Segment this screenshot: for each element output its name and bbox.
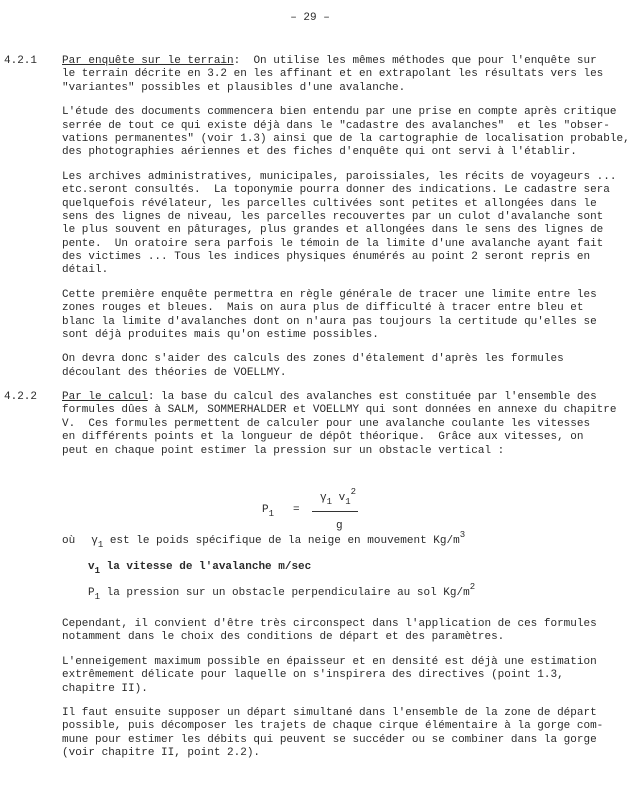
section-4-2-2-continued — [62, 618, 632, 772]
text-line: zones rouges et bleues. Mais on aura plus de difficulté à tracer entre bleu et — [62, 302, 584, 315]
definition-velocity — [88, 561, 312, 576]
text-line: (voir chapitre II, point 2.2). — [62, 747, 261, 760]
symbol-v: v — [88, 561, 95, 573]
paragraph — [62, 391, 632, 458]
paragraph — [62, 353, 632, 380]
symbol-p: P — [88, 587, 95, 599]
text-line: le plus souvent en pâturages, plus grandes et allongées dans le sens des lignes de — [62, 224, 604, 237]
formula-denominator: g — [336, 520, 343, 532]
formula-p: P — [262, 504, 269, 516]
paragraph — [62, 707, 632, 761]
paragraph — [62, 106, 632, 160]
paragraph — [62, 656, 632, 696]
text-line: chapitre II). — [62, 682, 148, 695]
definition-gamma — [62, 530, 466, 550]
text-line: des photographies aériennes et des fiches d'enquête qui ont servi à l'établir. — [62, 146, 577, 159]
text-line: L'enneigement maximum possible en épaisseur et en densité est déjà une estimation — [62, 655, 597, 668]
symbol-gamma: γ — [91, 535, 98, 547]
formula-gamma: γ — [320, 492, 327, 504]
paragraph — [62, 618, 632, 645]
paragraph — [62, 171, 632, 278]
formula-equals: = — [293, 504, 300, 516]
section-heading: Par enquête sur le terrain — [62, 55, 234, 67]
text-line: découlant des théories de VOELLMY. — [62, 366, 287, 379]
text-line: Les archives administratives, municipales, paroissiales, les récits de voyageurs ... — [62, 170, 617, 183]
text-line: : On utilise les mêmes méthodes que pour l'enquête sur — [233, 55, 597, 67]
text-line: détail. — [62, 264, 109, 277]
text-line: On devra donc s'aider des calculs des zones d'étalement d'après les formules — [62, 353, 564, 366]
paragraph — [62, 289, 632, 343]
formula-exponent: 2 — [350, 487, 357, 497]
text-where: où — [62, 535, 76, 547]
text-line: formules dûes à SALM, SOMMERHALDER et VOELLMY qui sont données en annexe du chapitre — [62, 404, 617, 417]
text-line: des victimes ... Tous les indices physiques énumérés au point 2 seront repris en — [62, 251, 591, 264]
text-line: Il faut ensuite supposer un départ simultané dans l'ensemble de la zone de départ — [62, 706, 597, 719]
definition-text: est le poids spécifique de la neige en mouvement Kg/m — [103, 535, 460, 547]
text-line: serrée de tout ce qui existe déjà dans le "cadastre des avalanches" et les "obser- — [62, 119, 610, 132]
text-line: le terrain décrite en 3.2 en les affinant et en extrapolant les résultats vers les — [62, 68, 604, 81]
text-line: sens des lignes de niveau, les parcelles recouvertes par un culot d'avalanche sont — [62, 210, 604, 223]
section-number-4-2-1: 4.2.1 — [4, 55, 38, 67]
formula-subscript: 1 — [326, 497, 333, 507]
text-line: mune pour estimer les débits qui peuvent se succéder ou se combiner dans la gorge — [62, 733, 597, 746]
formula-v: v — [338, 492, 346, 504]
text-line: en différents points et la longueur de dépôt théorique. Grâce aux vitesses, on — [62, 431, 584, 444]
text-line: peut en chaque point estimer la pression sur un obstacle vertical : — [62, 444, 505, 457]
text-line: Cette première enquête permettra en règle générale de tracer une limite entre les — [62, 288, 597, 301]
definition-pressure — [88, 582, 476, 602]
formula-subscript: 1 — [268, 509, 275, 519]
section-heading: Par le calcul — [62, 391, 148, 403]
section-number-4-2-2: 4.2.2 — [4, 391, 38, 403]
definition-text: la vitesse de l'avalanche m/sec — [100, 561, 312, 573]
text-line: extrêmement délicate pour laquelle on s'inspirera des directives (point 1.3, — [62, 669, 564, 682]
paragraph — [62, 55, 632, 95]
text-line: blanc la limite d'avalanches dont on n'aura pas toujours la certitude qu'elles se — [62, 315, 597, 328]
formula-subscript: 1 — [345, 497, 351, 507]
page-number: – 29 – — [290, 12, 330, 24]
text-line: V. Ces formules permettent de calculer pour une avalanche coulante les vitesses — [62, 417, 591, 430]
text-line: quelquefois révélateur, les parcelles cultivées sont petites et allongées dans le — [62, 197, 597, 210]
formula-subscript: 1 — [94, 592, 101, 602]
text-line: possible, puis décomposer les trajets de chaque cirque élémentaire à la gorge com- — [62, 720, 604, 733]
definition-text: la pression sur un obstacle perpendiculaire au sol Kg/m — [100, 587, 470, 599]
section-4-2-1 — [62, 55, 632, 391]
fraction-bar — [312, 511, 358, 512]
text-line: etc.seront consultés. La toponymie pourra donner des indications. Le cadastre sera — [62, 184, 610, 197]
text-line: "variantes" possibles et plausibles d'une avalanche. — [62, 81, 406, 94]
text-line: Cependant, il convient d'être très circonspect dans l'application de ces formules — [62, 618, 597, 630]
text-line: pente. Un oratoire sera parfois le témoin de la limite d'une avalanche ayant fait — [62, 237, 604, 250]
text-line: : la base du calcul des avalanches est constituée par l'ensemble des — [147, 391, 597, 403]
text-line: sont déjà produites mais qu'on estime possibles. — [62, 329, 379, 342]
section-4-2-2 — [62, 391, 632, 469]
formula-subscript: 1 — [97, 540, 104, 550]
formula-subscript: 1 — [94, 566, 101, 576]
unit-exponent: 2 — [469, 582, 476, 592]
text-line: L'étude des documents commencera bien entendu par une prise en compte après critique — [62, 106, 617, 119]
text-line: notamment dans le choix des conditions de départ et des paramètres. — [62, 631, 505, 644]
unit-exponent: 3 — [459, 530, 466, 540]
text-line: vations permanentes" (voir 1.3) ainsi que de la cartographie de localisation probable, — [62, 132, 630, 145]
